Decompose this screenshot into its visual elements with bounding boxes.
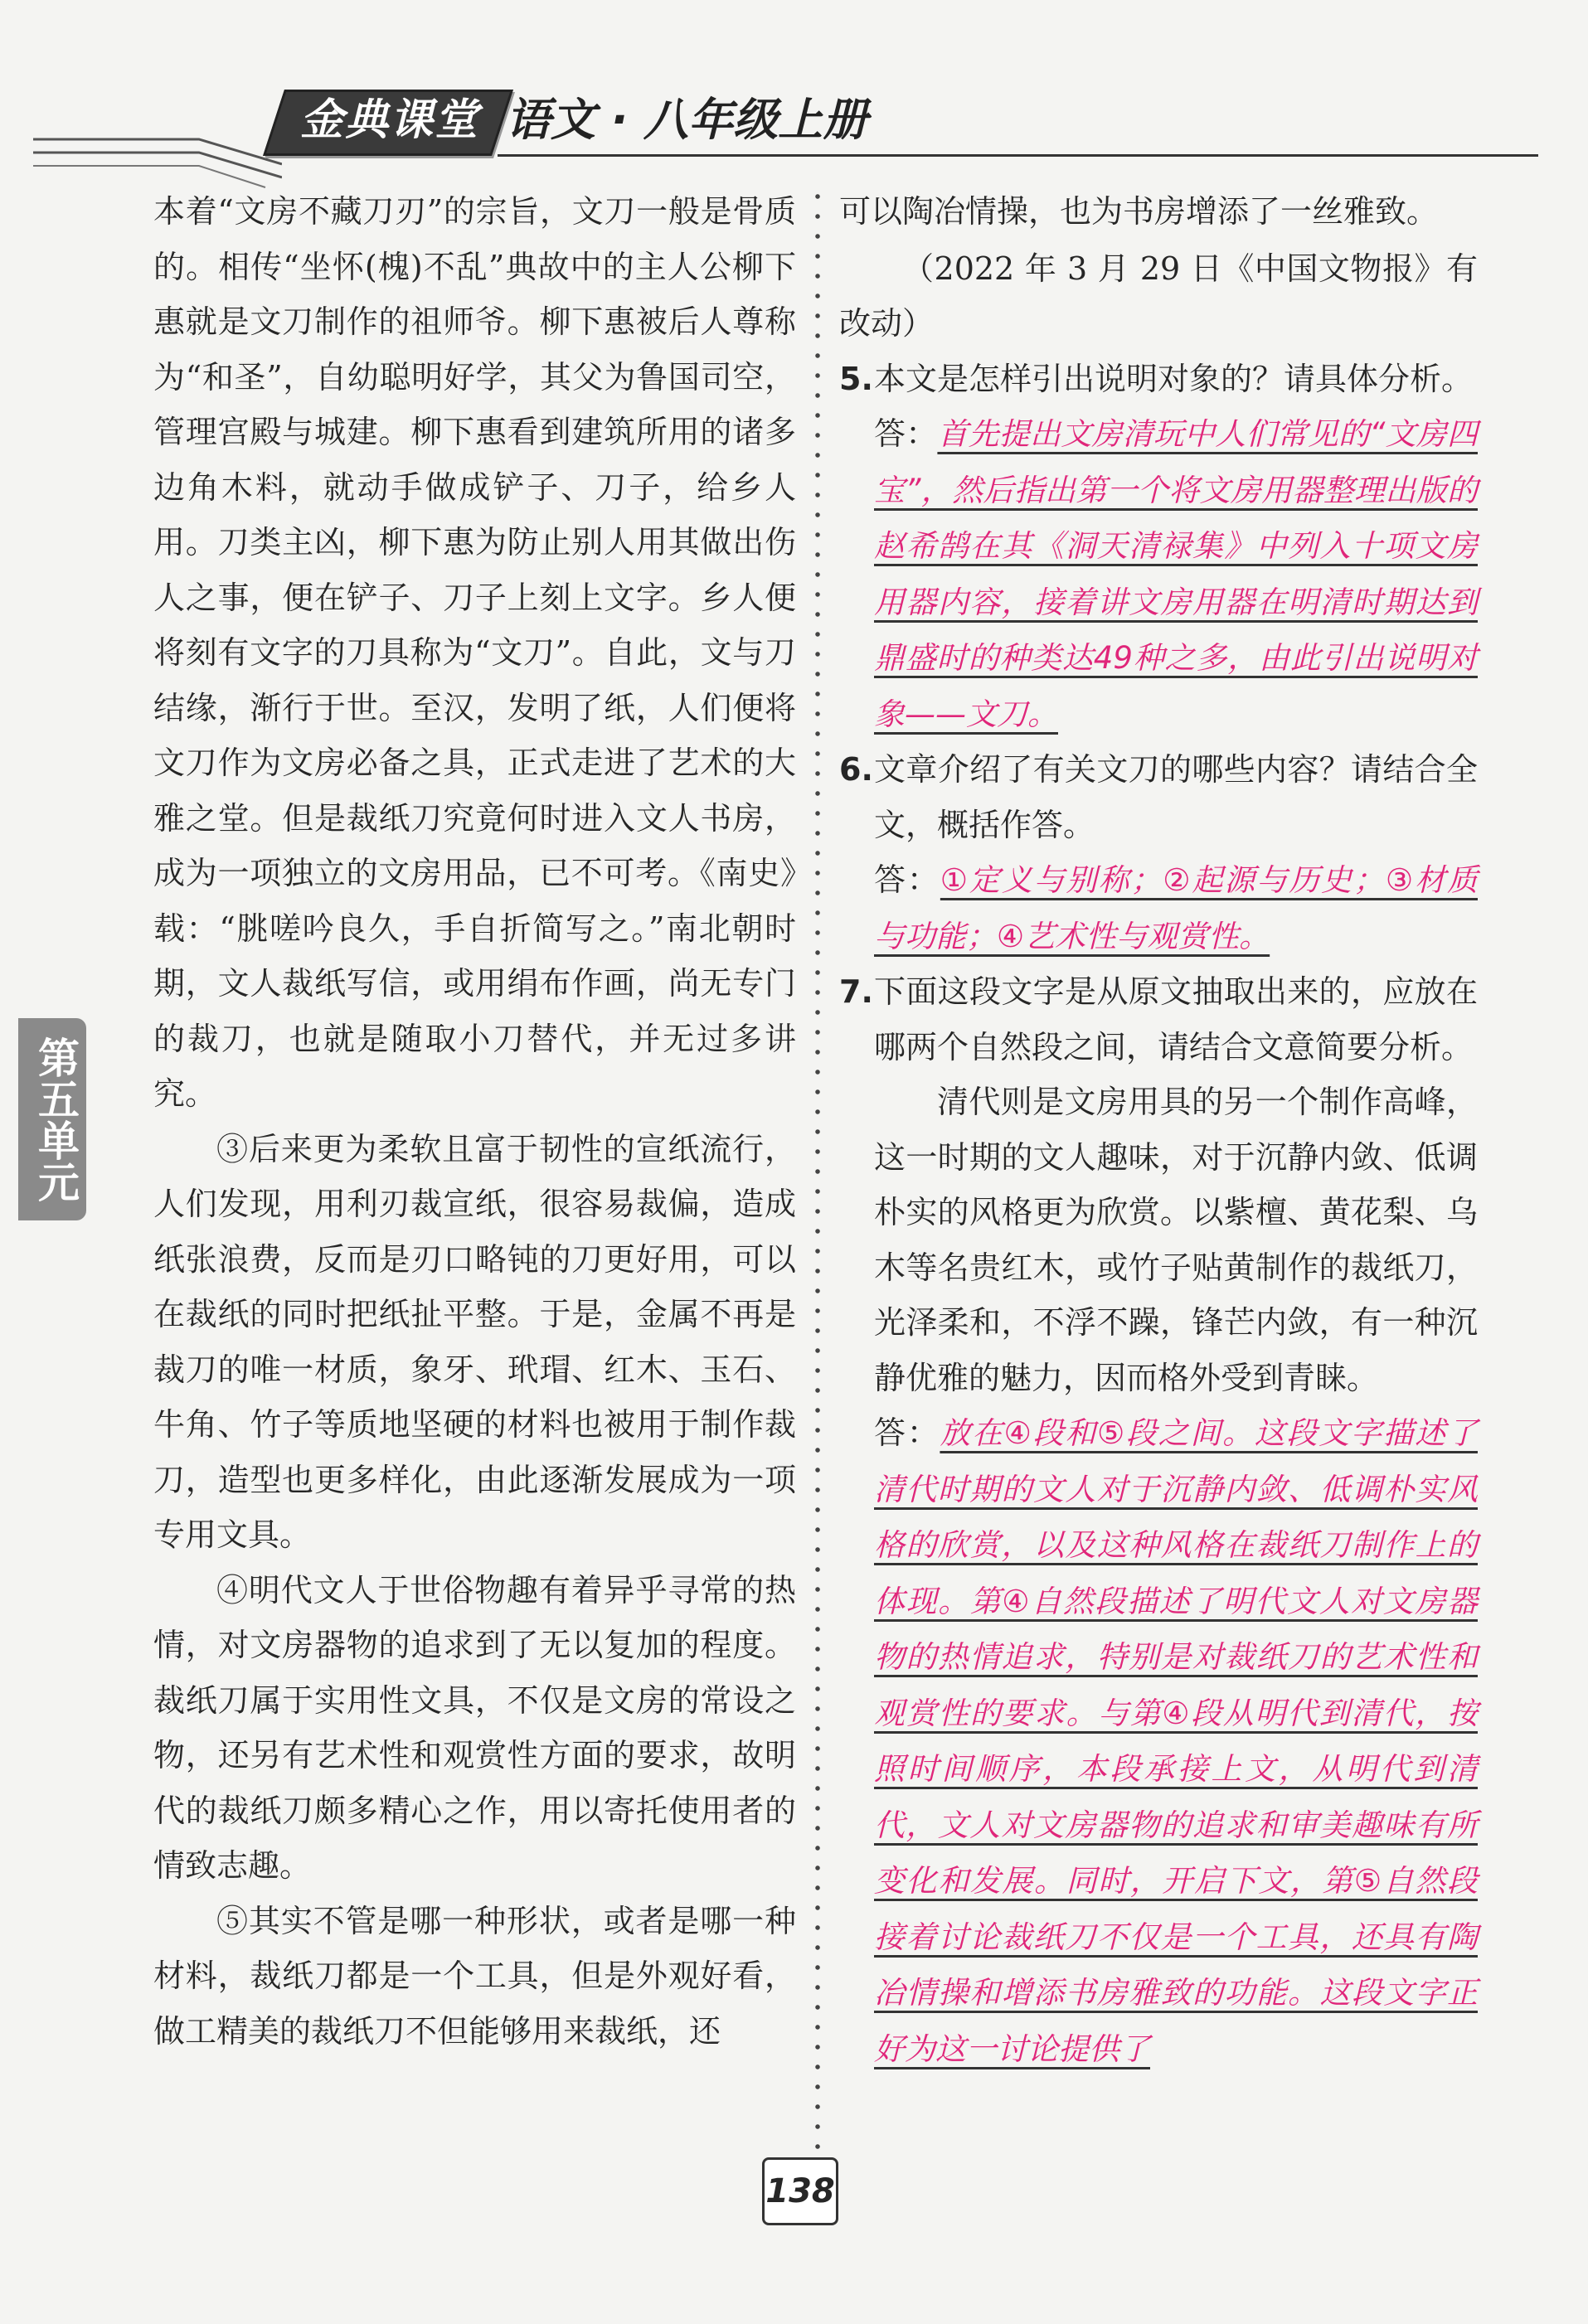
- question-6-number: 6.: [839, 751, 873, 788]
- question-7: [839, 964, 1478, 1075]
- source-citation: （2022 年 3 月 29 日《中国文物报》有改动）: [839, 250, 1478, 342]
- brand-title: 金典课堂: [299, 95, 479, 145]
- column-divider: [814, 187, 821, 2160]
- question-7-number: 7.: [839, 973, 873, 1010]
- question-6-text: 文章介绍了有关文刀的哪些内容？请结合全文，概括作答。: [874, 751, 1478, 843]
- answer-7: [839, 1405, 1478, 2077]
- question-5: [839, 352, 1478, 407]
- answer-6-label: 答：: [874, 861, 940, 898]
- question-5-number: 5.: [839, 360, 873, 397]
- header-rule: [498, 154, 1538, 157]
- answer-6-text: ①定义与别称；②起源与历史；③材质与功能；④艺术性与观赏性。: [874, 862, 1478, 954]
- question-6: [839, 742, 1478, 852]
- question-7-passage: 清代则是文房用具的另一个制作高峰，这一时期的文人趣味，对于沉静内敛、低调朴实的风格更为欣赏。以紫檀、黄花梨、乌木等名贵红木，或竹子贴黄制作的裁纸刀，光泽柔和，不浮不躁，锋芒内敛，有一种沉静优雅的魅力，因而格外受到青睐。: [874, 1084, 1478, 1396]
- left-column: [153, 184, 796, 2059]
- question-7-text: 下面这段文字是从原文抽取出来的，应放在哪两个自然段之间，请结合文意简要分析。: [874, 973, 1478, 1065]
- unit-tab: 第五单元: [18, 1018, 86, 1220]
- answer-5: [839, 406, 1478, 742]
- answer-5-label: 答：: [874, 415, 938, 452]
- right-column: [839, 184, 1478, 2077]
- paragraph-4: ④明代文人于世俗物趣有着异乎寻常的热情，对文房器物的追求到了无以复加的程度。裁纸刀属于实用性文具，不仅是文房的常设之物，还另有艺术性和观赏性方面的要求，故明代的裁纸刀颇多精心之作，用以寄托使用者的情致志趣。: [153, 1571, 796, 1884]
- answer-7-text: 放在④段和⑤段之间。这段文字描述了清代时期的文人对于沉静内敛、低调朴实风格的欣赏，以及这种风格在裁纸刀制作上的体现。第④自然段描述了明代文人对文房器物的热情追求，特别是对裁纸刀的艺术性和观赏性的要求。与第④段从明代到清代，按照时间顺序，本段承接上文，从明代到清代，文人对文房器物的追求和审美趣味有所变化和发展。同时，开启下文，第⑤自然段接着讨论裁纸刀不仅是一个工具，还具有陶冶情操和增添书房雅致的功能。这段文字正好为这一讨论提供了: [874, 1415, 1478, 2067]
- book-subject: 语文 · 八年级上册: [506, 94, 868, 146]
- paragraph-5-end: 可以陶冶情操，也为书房增添了一丝雅致。: [839, 193, 1439, 230]
- answer-6: [839, 852, 1478, 964]
- paragraph-3: ③后来更为柔软且富于韧性的宣纸流行，人们发现，用利刃裁宣纸，很容易裁偏，造成纸张浪费，反而是刃口略钝的刀更好用，可以在裁纸的同时把纸扯平整。于是，金属不再是裁刀的唯一材质，象牙、玳瑁、红木、玉石、牛角、竹子等质地坚硬的材料也被用于制作裁刀，造型也更多样化，由此逐渐发展成为一项专用文具。: [153, 1130, 796, 1553]
- page-number: 138: [762, 2157, 838, 2225]
- question-5-text: 本文是怎样引出说明对象的？请具体分析。: [874, 360, 1474, 397]
- answer-7-label: 答：: [874, 1414, 940, 1451]
- answer-5-text: 首先提出文房清玩中人们常见的“文房四宝”，然后指出第一个将文房用器整理出版的赵希鹄在其《洞天清禄集》中列入十项文房用器内容，接着讲文房用器在明清时期达到鼎盛时的种类达49种之多，由此引出说明对象——文刀。: [874, 416, 1478, 732]
- paragraph-5: ⑤其实不管是哪一种形状，或者是哪一种材料，裁纸刀都是一个工具，但是外观好看，做工精美的裁纸刀不但能够用来裁纸，还: [153, 1902, 796, 2050]
- paragraph-continued: 本着“文房不藏刀刃”的宗旨，文刀一般是骨质的。相传“坐怀(槐)不乱”典故中的主人公柳下惠就是文刀制作的祖师爷。柳下惠被后人尊称为“和圣”，自幼聪明好学，其父为鲁国司空，管理宫殿与城建。柳下惠看到建筑所用的诸多边角木料，就动手做成铲子、刀子，给乡人用。刀类主凶，柳下惠为防止别人用其做出伤人之事，便在铲子、刀子上刻上文字。乡人便将刻有文字的刀具称为“文刀”。自此，文与刀结缘，渐行于世。至汉，发明了纸，人们便将文刀作为文房必备之具，正式走进了艺术的大雅之堂。但是裁纸刀究竟何时进入文人书房，成为一项独立的文房用品，已不可考。《南史》载：“朓嗟吟良久，手自折简写之。”南北朝时期，文人裁纸写信，或用绢布作画，尚无专门的裁刀，也就是随取小刀替代，并无过多讲究。: [153, 193, 796, 1112]
